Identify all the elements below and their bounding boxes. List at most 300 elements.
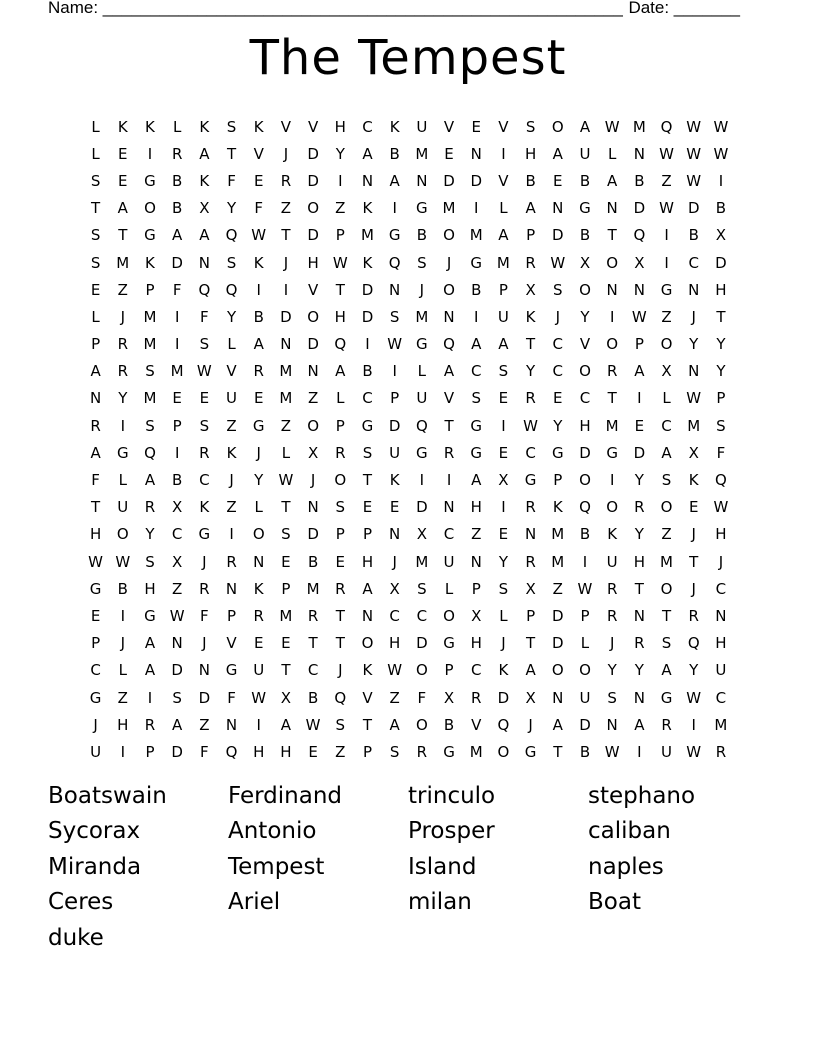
grid-letter: N <box>198 661 210 680</box>
grid-letter: Z <box>226 416 237 435</box>
grid-letter: V <box>579 335 591 354</box>
grid-letter: E <box>199 389 210 408</box>
grid-letter: J <box>202 634 207 653</box>
grid-letter: E <box>389 498 400 517</box>
grid-letter: N <box>307 362 319 381</box>
grid-letter: I <box>474 199 479 218</box>
grid-letter: R <box>280 171 292 190</box>
grid-letter: T <box>661 606 672 625</box>
grid-letter: C <box>389 606 400 625</box>
grid-letter: U <box>416 389 428 408</box>
grid-letter: Z <box>280 199 292 218</box>
grid-letter: D <box>307 144 319 163</box>
grid-letter: T <box>91 498 101 517</box>
grid-letter: P <box>145 742 155 761</box>
grid-letter: E <box>253 171 264 190</box>
grid-letter: Y <box>634 471 644 490</box>
grid-letter: A <box>552 144 563 163</box>
grid-letter: L <box>254 498 263 517</box>
grid-letter: M <box>632 117 646 136</box>
grid-letter: R <box>661 715 672 734</box>
grid-letter: U <box>443 552 455 571</box>
grid-letter: E <box>253 634 264 653</box>
grid-letter: B <box>715 199 727 218</box>
grid-letter: N <box>552 688 564 707</box>
grid-letter: B <box>688 226 699 245</box>
grid-letter: I <box>229 525 234 544</box>
grid-letter: O <box>443 226 455 245</box>
grid-letter: O <box>415 715 428 734</box>
grid-letter: Z <box>552 579 563 598</box>
grid-letter: C <box>307 661 319 680</box>
grid-letter: R <box>90 416 101 435</box>
grid-letter: A <box>498 335 509 354</box>
grid-letter: H <box>117 715 129 734</box>
grid-letter: V <box>471 715 482 734</box>
grid-letter: W <box>686 742 702 761</box>
word-list-item: Ferdinand <box>228 782 343 809</box>
grid-letter: R <box>144 498 156 517</box>
grid-letter: B <box>307 688 319 707</box>
grid-letter: N <box>225 579 238 598</box>
grid-letter: L <box>172 117 182 136</box>
grid-letter: W <box>713 498 729 517</box>
grid-letter: C <box>525 443 536 462</box>
grid-letter: V <box>307 117 319 136</box>
word-list <box>48 778 768 956</box>
grid-letter: I <box>501 498 506 517</box>
grid-letter: H <box>715 280 727 299</box>
grid-letter: V <box>498 171 509 190</box>
grid-letter: T <box>362 715 373 734</box>
grid-letter: W <box>196 362 212 381</box>
grid-letter: I <box>120 416 125 435</box>
grid-letter: D <box>307 171 319 190</box>
grid-letter: W <box>686 389 702 408</box>
grid-letter: L <box>607 144 617 163</box>
grid-letter: E <box>444 144 454 163</box>
grid-letter: X <box>416 525 427 544</box>
grid-letter: Z <box>117 688 128 707</box>
grid-letter: X <box>172 498 183 517</box>
grid-letter: X <box>661 362 672 381</box>
grid-letter: R <box>525 498 536 517</box>
grid-letter: A <box>172 226 183 245</box>
grid-letter: N <box>715 606 727 625</box>
grid-letter: T <box>281 226 291 245</box>
grid-letter: T <box>716 307 726 326</box>
grid-letter: N <box>389 280 401 299</box>
grid-letter: X <box>525 579 536 598</box>
grid-letter: W <box>686 144 702 163</box>
grid-letter: N <box>524 525 537 544</box>
grid-letter: M <box>442 199 456 218</box>
grid-letter: S <box>389 307 400 326</box>
grid-letter: E <box>498 525 509 544</box>
grid-letter: J <box>310 471 316 490</box>
grid-letter: G <box>524 742 537 761</box>
grid-letter: V <box>362 688 373 707</box>
grid-letter: S <box>525 117 536 136</box>
grid-letter: N <box>389 525 401 544</box>
grid-letter: U <box>579 688 591 707</box>
grid-letter: E <box>688 498 699 517</box>
grid-letter: I <box>609 307 615 326</box>
grid-letter: K <box>145 117 155 136</box>
grid-letter: E <box>471 117 481 136</box>
date-field-label: Date: _______ <box>628 0 740 17</box>
grid-letter: Y <box>607 661 617 680</box>
grid-letter: L <box>417 362 427 381</box>
grid-letter: A <box>661 661 672 680</box>
grid-letter: D <box>171 742 183 761</box>
grid-letter: G <box>524 471 537 490</box>
grid-letter: I <box>392 199 397 218</box>
grid-letter: V <box>226 362 237 381</box>
grid-letter: D <box>579 443 591 462</box>
grid-letter: P <box>444 661 454 680</box>
grid-letter: S <box>716 416 726 435</box>
grid-letter: Y <box>634 525 644 544</box>
grid-letter: L <box>118 661 127 680</box>
grid-letter: S <box>281 525 291 544</box>
grid-letter: M <box>469 226 483 245</box>
page-title: The Tempest <box>249 30 567 86</box>
grid-letter: S <box>607 688 617 707</box>
grid-letter: U <box>90 742 102 761</box>
grid-letter: M <box>469 742 483 761</box>
grid-letter: K <box>525 307 536 326</box>
grid-letter: G <box>144 606 156 625</box>
grid-letter: K <box>688 471 699 490</box>
grid-letter: K <box>607 525 618 544</box>
grid-letter: X <box>389 579 400 598</box>
grid-letter: Y <box>716 335 726 354</box>
grid-letter: Q <box>198 280 211 299</box>
grid-letter: N <box>688 362 700 381</box>
grid-letter: T <box>118 226 128 245</box>
grid-letter: E <box>362 498 373 517</box>
grid-letter: R <box>606 606 618 625</box>
grid-letter: T <box>335 634 345 653</box>
grid-letter: M <box>279 606 293 625</box>
grid-letter: P <box>281 579 291 598</box>
grid-letter: M <box>551 525 565 544</box>
grid-letter: H <box>334 307 346 326</box>
grid-letter: X <box>634 253 645 272</box>
grid-letter: R <box>471 688 482 707</box>
grid-letter: T <box>335 606 345 625</box>
grid-letter: L <box>91 307 100 326</box>
word-list-item: caliban <box>588 818 671 845</box>
grid-letter: O <box>660 579 673 598</box>
grid-letter: X <box>715 226 727 245</box>
grid-letter: L <box>227 335 236 354</box>
grid-letter: U <box>579 144 591 163</box>
grid-letter: M <box>143 335 157 354</box>
grid-letter: M <box>360 226 374 245</box>
grid-letter: S <box>498 579 509 598</box>
grid-letter: B <box>172 471 183 490</box>
grid-letter: G <box>89 688 102 707</box>
grid-letter: S <box>417 253 427 272</box>
grid-letter: Y <box>580 307 590 326</box>
grid-letter: O <box>551 117 564 136</box>
grid-letter: D <box>416 498 428 517</box>
grid-letter: G <box>416 335 428 354</box>
grid-letter: H <box>715 525 727 544</box>
grid-letter: B <box>416 226 427 245</box>
grid-letter: G <box>198 525 211 544</box>
grid-letter: Z <box>199 715 210 734</box>
grid-letter: B <box>579 525 591 544</box>
grid-letter: X <box>199 199 210 218</box>
grid-letter: O <box>443 606 455 625</box>
grid-letter: M <box>415 552 429 571</box>
grid-letter: R <box>335 443 346 462</box>
grid-letter: P <box>227 606 237 625</box>
grid-letter: M <box>143 307 157 326</box>
grid-letter: U <box>606 552 618 571</box>
grid-letter: N <box>552 199 564 218</box>
grid-letter: R <box>335 579 346 598</box>
grid-letter: J <box>691 307 696 326</box>
grid-letter: J <box>283 144 289 163</box>
grid-letter: P <box>634 335 644 354</box>
grid-letter: A <box>144 471 156 490</box>
grid-letter: X <box>525 688 536 707</box>
grid-letter: X <box>471 606 482 625</box>
grid-letter: C <box>416 606 428 625</box>
grid-letter: F <box>91 471 100 490</box>
grid-letter: A <box>552 715 563 734</box>
grid-letter: M <box>415 307 429 326</box>
grid-letter: I <box>283 280 289 299</box>
grid-letter: O <box>497 742 510 761</box>
grid-letter: O <box>415 661 428 680</box>
grid-letter: Z <box>117 280 128 299</box>
grid-letter: J <box>528 715 533 734</box>
grid-letter: K <box>253 579 264 598</box>
grid-letter: D <box>633 443 646 462</box>
grid-letter: A <box>199 144 210 163</box>
grid-letter: N <box>416 171 428 190</box>
grid-letter: J <box>501 634 506 653</box>
grid-letter: R <box>144 715 156 734</box>
grid-letter: C <box>199 471 210 490</box>
grid-letter: K <box>389 117 400 136</box>
grid-letter: N <box>280 335 292 354</box>
grid-letter: Z <box>307 389 319 408</box>
grid-letter: R <box>307 606 319 625</box>
grid-letter: B <box>172 199 183 218</box>
grid-letter: P <box>526 606 536 625</box>
grid-letter: D <box>470 171 482 190</box>
grid-letter: Z <box>226 498 237 517</box>
grid-letter: L <box>91 117 100 136</box>
grid-letter: W <box>251 688 267 707</box>
grid-letter: E <box>118 171 128 190</box>
grid-letter: F <box>172 280 182 299</box>
grid-letter: Y <box>335 144 345 163</box>
grid-letter: W <box>169 606 185 625</box>
grid-letter: R <box>715 742 727 761</box>
grid-letter: F <box>200 606 209 625</box>
grid-letter: M <box>279 389 293 408</box>
grid-letter: X <box>443 688 455 707</box>
grid-letter: B <box>307 552 319 571</box>
grid-letter: Q <box>144 443 156 462</box>
grid-letter: N <box>198 253 210 272</box>
grid-letter: Z <box>172 579 183 598</box>
grid-letter: C <box>362 117 373 136</box>
grid-letter: S <box>145 416 155 435</box>
grid-letter: G <box>225 661 238 680</box>
grid-letter: K <box>362 661 373 680</box>
grid-letter: O <box>579 280 591 299</box>
grid-letter: O <box>116 525 129 544</box>
grid-letter: G <box>470 253 483 272</box>
grid-letter: T <box>362 471 373 490</box>
grid-letter: G <box>361 416 374 435</box>
grid-letter: N <box>606 280 618 299</box>
grid-letter: Q <box>225 226 238 245</box>
grid-letter: R <box>253 362 264 381</box>
grid-letter: D <box>552 226 564 245</box>
grid-letter: S <box>199 416 210 435</box>
grid-letter: N <box>633 606 645 625</box>
grid-letter: U <box>715 661 727 680</box>
grid-letter: I <box>256 715 261 734</box>
grid-letter: T <box>634 579 644 598</box>
grid-letter: I <box>637 742 642 761</box>
grid-letter: K <box>498 661 509 680</box>
grid-letter: T <box>526 335 536 354</box>
grid-letter: E <box>281 634 291 653</box>
grid-letter: D <box>552 634 564 653</box>
grid-letter: O <box>252 525 265 544</box>
grid-letter: B <box>579 742 591 761</box>
grid-letter: W <box>387 661 403 680</box>
grid-letter: P <box>553 471 563 490</box>
grid-letter: Y <box>226 199 237 218</box>
grid-letter: C <box>362 389 373 408</box>
grid-letter: D <box>388 416 401 435</box>
grid-letter: Z <box>661 307 672 326</box>
grid-letter: I <box>419 471 425 490</box>
grid-letter: R <box>688 606 699 625</box>
grid-letter: M <box>551 552 565 571</box>
grid-letter: E <box>498 389 509 408</box>
grid-letter: W <box>332 253 348 272</box>
grid-letter: P <box>91 634 101 653</box>
grid-letter: A <box>362 144 373 163</box>
grid-letter: W <box>659 199 674 218</box>
grid-letter: H <box>389 634 401 653</box>
grid-letter: Y <box>716 362 726 381</box>
grid-letter: D <box>552 606 564 625</box>
grid-letter: Z <box>471 525 482 544</box>
grid-letter: A <box>117 199 128 218</box>
grid-letter: K <box>117 117 128 136</box>
grid-letter: H <box>579 416 591 435</box>
grid-letter: Q <box>660 117 673 136</box>
grid-letter: Y <box>145 525 155 544</box>
grid-letter: A <box>471 335 482 354</box>
grid-letter: L <box>662 389 671 408</box>
grid-letter: A <box>471 471 482 490</box>
grid-letter: R <box>199 579 210 598</box>
grid-letter: S <box>90 253 101 272</box>
grid-letter: V <box>226 634 237 653</box>
grid-letter: S <box>226 253 237 272</box>
grid-letter: K <box>389 471 400 490</box>
grid-letter: A <box>280 715 292 734</box>
grid-letter: R <box>525 389 536 408</box>
grid-letter: F <box>227 688 236 707</box>
grid-letter: C <box>661 416 672 435</box>
grid-letter: J <box>120 307 125 326</box>
grid-letter: D <box>687 199 700 218</box>
grid-letter: G <box>606 443 618 462</box>
grid-letter: P <box>145 280 155 299</box>
grid-letter: K <box>552 498 563 517</box>
grid-letter: F <box>417 688 427 707</box>
grid-letter: W <box>550 253 566 272</box>
grid-letter: S <box>362 443 373 462</box>
grid-letter: D <box>715 253 727 272</box>
grid-letter: E <box>118 144 128 163</box>
grid-letter: Q <box>687 634 700 653</box>
grid-letter: I <box>338 171 343 190</box>
grid-letter: P <box>580 606 590 625</box>
grid-letter: N <box>225 715 238 734</box>
grid-letter: D <box>280 307 292 326</box>
grid-letter: U <box>226 389 238 408</box>
grid-letter: H <box>633 552 645 571</box>
grid-letter: K <box>145 253 155 272</box>
grid-letter: I <box>637 389 642 408</box>
grid-letter: X <box>688 443 699 462</box>
grid-letter: Q <box>334 688 347 707</box>
grid-letter: I <box>582 552 588 571</box>
grid-letter: A <box>199 226 210 245</box>
grid-letter: C <box>688 253 699 272</box>
grid-letter: Q <box>633 226 646 245</box>
grid-letter: E <box>553 171 563 190</box>
grid-letter: H <box>524 144 537 163</box>
grid-letter: L <box>444 579 454 598</box>
grid-letter: D <box>443 171 455 190</box>
grid-letter: E <box>634 416 645 435</box>
grid-letter: I <box>474 307 479 326</box>
grid-letter: A <box>525 199 536 218</box>
grid-letter: M <box>143 389 157 408</box>
grid-letter: V <box>253 144 264 163</box>
grid-letter: W <box>305 715 321 734</box>
grid-letter: S <box>172 688 182 707</box>
grid-letter: W <box>686 117 702 136</box>
grid-letter: Q <box>443 335 455 354</box>
grid-letter: D <box>307 226 319 245</box>
grid-letter: B <box>579 171 591 190</box>
grid-letter: N <box>470 144 482 163</box>
grid-letter: M <box>496 253 510 272</box>
grid-letter: E <box>498 443 509 462</box>
grid-letter: S <box>661 634 672 653</box>
grid-letter: Q <box>225 742 238 761</box>
grid-letter: Y <box>689 335 699 354</box>
